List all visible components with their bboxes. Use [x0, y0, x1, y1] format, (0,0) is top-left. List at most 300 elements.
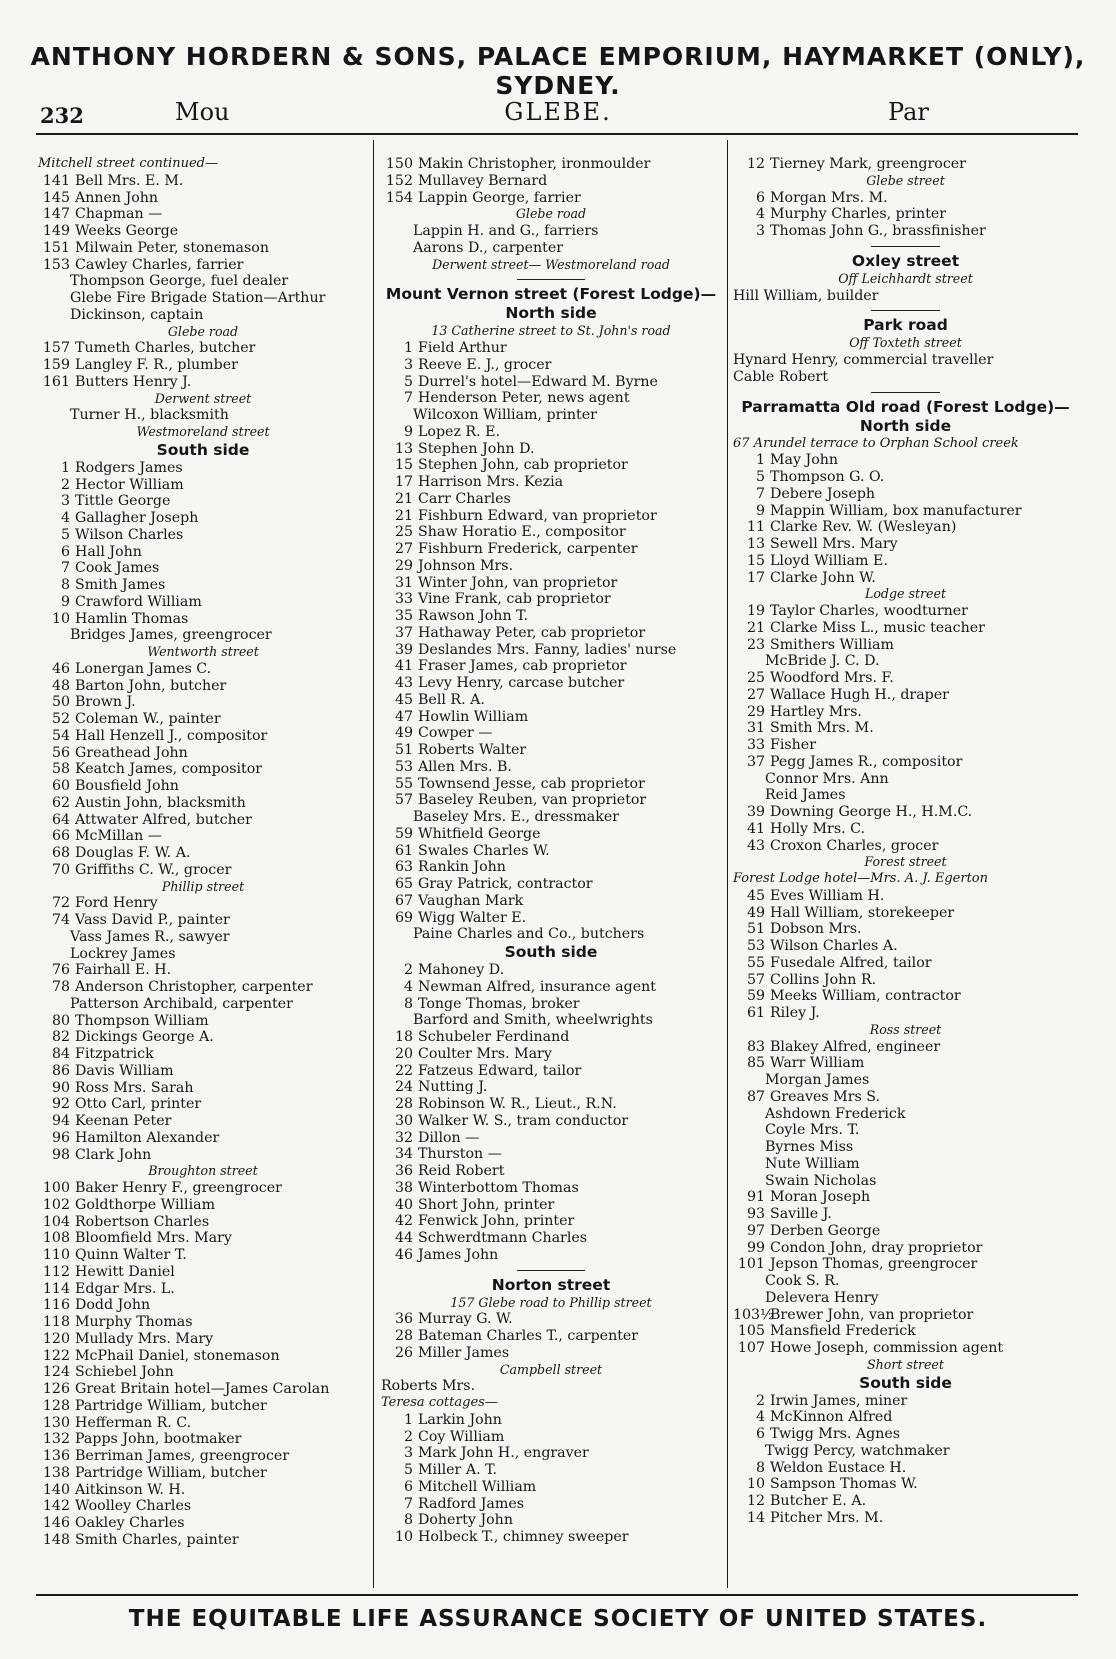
- house-number: 122: [42, 1347, 70, 1364]
- directory-entry: [733, 570, 1078, 587]
- house-number: 4: [755, 1409, 765, 1426]
- directory-entry: [381, 725, 721, 742]
- directory-entry: [733, 536, 1078, 553]
- house-number: 19: [746, 603, 765, 619]
- house-number: 58: [51, 761, 70, 778]
- resident-name: Tierney Mark, greengrocer: [770, 156, 966, 172]
- header-rule: [36, 133, 1078, 135]
- directory-entry: [381, 1247, 721, 1264]
- resident-name: Baseley Reuben, van proprietor: [418, 792, 647, 809]
- resident-name: Stephen John, cab proprietor: [418, 457, 628, 474]
- house-number: 52: [51, 711, 70, 727]
- house-number: 93: [746, 1206, 765, 1222]
- house-number: 5: [60, 526, 70, 543]
- house-number: 13: [394, 440, 413, 457]
- directory-entry: [733, 553, 1078, 570]
- resident-name: Sampson Thomas W.: [770, 1476, 918, 1493]
- directory-entry: [381, 524, 721, 541]
- subheading: Teresa cottages—: [381, 1395, 498, 1410]
- directory-entry: [381, 1311, 721, 1328]
- resident-name: Holbeck T., chimney sweeper: [418, 1529, 629, 1545]
- directory-entry: [38, 460, 368, 477]
- house-number: 61: [746, 1005, 765, 1021]
- directory-entry: [38, 223, 368, 240]
- house-number: 116: [42, 1297, 70, 1314]
- house-number: 51: [394, 742, 413, 758]
- resident-name: Oakley Charles: [75, 1515, 185, 1531]
- directory-entry: [381, 859, 721, 876]
- house-number: 4: [755, 206, 765, 223]
- resident-name: Keatch James, compositor: [75, 761, 263, 778]
- house-number: 145: [42, 189, 70, 206]
- house-number: 56: [51, 744, 70, 761]
- resident-name: Greathead John: [75, 744, 188, 761]
- house-number: 18: [394, 1029, 413, 1045]
- directory-entry: [38, 1331, 368, 1348]
- house-number: 9: [403, 423, 413, 440]
- resident-name: Fenwick John, printer: [418, 1213, 575, 1230]
- house-number: 120: [42, 1330, 70, 1347]
- resident-name: Brown J.: [75, 694, 136, 711]
- bottom-advertisement-banner: THE EQUITABLE LIFE ASSURANCE SOCIETY OF UNITED STATES.: [128, 1606, 988, 1632]
- directory-entry: [381, 962, 721, 979]
- directory-entry: [38, 761, 368, 778]
- directory-column-1: [38, 156, 368, 1549]
- cross-street-label: Derwent street— Westmoreland road: [432, 256, 670, 272]
- resident-name: Saville J.: [770, 1206, 832, 1222]
- house-number: 70: [51, 861, 70, 878]
- directory-entry: Cook S. R.: [765, 1273, 840, 1289]
- resident-name: Mappin William, box manufacturer: [770, 502, 1022, 519]
- house-number: 10: [394, 1529, 413, 1545]
- house-number: 3: [403, 1445, 413, 1462]
- house-number: 6: [755, 1426, 765, 1442]
- house-number: 94: [51, 1113, 70, 1129]
- house-number: 29: [746, 703, 765, 720]
- street-heading: Mount Vernon street (Forest Lodge)—North side: [385, 285, 717, 323]
- house-number: 34: [394, 1146, 413, 1163]
- resident-name: Hefferman R. C.: [75, 1414, 192, 1431]
- house-number: 47: [394, 708, 413, 725]
- directory-entry: [381, 709, 721, 726]
- directory-entry: [733, 1189, 1078, 1206]
- directory-entry: [733, 821, 1078, 838]
- resident-name: Brewer John, van proprietor: [770, 1306, 974, 1323]
- directory-entry: [38, 206, 368, 223]
- directory-entry: [38, 711, 368, 728]
- resident-name: Irwin James, miner: [770, 1392, 908, 1409]
- resident-name: Thomas John G., brassfinisher: [770, 223, 986, 239]
- house-number: 97: [746, 1222, 765, 1239]
- range-end-guide-word: Par: [888, 98, 929, 126]
- resident-name: Holly Mrs. C.: [770, 820, 865, 837]
- house-number: 17: [746, 569, 765, 586]
- house-number: 51: [746, 921, 765, 938]
- directory-entry: [38, 1180, 368, 1197]
- directory-entry: Coyle Mrs. T.: [765, 1122, 860, 1139]
- house-number: 2: [60, 476, 70, 493]
- resident-name: Dodd John: [75, 1297, 151, 1314]
- section-divider: [381, 1264, 721, 1276]
- house-number: 39: [746, 804, 765, 820]
- resident-name: Hamlin Thomas: [75, 610, 189, 627]
- directory-entry: [381, 474, 721, 491]
- house-number: 10: [746, 1476, 765, 1493]
- directory-entry: [381, 658, 721, 675]
- resident-name: Dillon —: [418, 1129, 480, 1146]
- directory-entry: [38, 560, 368, 577]
- resident-name: Allen Mrs. B.: [418, 758, 512, 775]
- resident-name: Derben George: [770, 1222, 881, 1239]
- directory-entry: [38, 962, 368, 979]
- resident-name: Bell R. A.: [418, 691, 485, 708]
- resident-name: Harrison Mrs. Kezia: [418, 474, 564, 490]
- house-number: 45: [746, 887, 765, 904]
- resident-name: Meeks William, contractor: [770, 988, 961, 1005]
- resident-name: Warr William: [770, 1055, 865, 1072]
- house-number: 26: [394, 1344, 413, 1361]
- house-number: 108: [42, 1230, 70, 1247]
- resident-name: Thompson William: [75, 1012, 209, 1029]
- resident-name: Croxon Charles, grocer: [770, 837, 939, 854]
- house-number: 103½: [733, 1306, 774, 1323]
- resident-name: Bloomfield Mrs. Mary: [75, 1230, 232, 1247]
- directory-entry: [381, 893, 721, 910]
- house-number: 92: [51, 1096, 70, 1113]
- resident-name: Larkin John: [418, 1411, 502, 1428]
- street-heading: Park road: [863, 316, 948, 335]
- directory-entry: [38, 1364, 368, 1381]
- directory-entry: [381, 1163, 721, 1180]
- resident-name: Gallagher Joseph: [75, 510, 199, 526]
- resident-name: Woolley Charles: [75, 1498, 192, 1515]
- resident-name: Taylor Charles, woodturner: [770, 603, 968, 619]
- house-number: 27: [746, 686, 765, 703]
- resident-name: Morgan Mrs. M.: [770, 189, 888, 206]
- resident-name: Field Arthur: [418, 340, 507, 356]
- house-number: 17: [394, 474, 413, 490]
- house-number: 76: [51, 962, 70, 979]
- street-heading: Oxley street: [851, 251, 960, 270]
- resident-name: Moran Joseph: [770, 1189, 871, 1206]
- house-number: 14: [746, 1509, 765, 1526]
- directory-entry: [38, 510, 368, 527]
- directory-entry: [381, 608, 721, 625]
- resident-name: Vine Frank, cab proprietor: [418, 591, 611, 608]
- cross-street-label: Westmoreland street: [136, 424, 270, 439]
- directory-entry: [38, 728, 368, 745]
- section-divider: [733, 386, 1078, 398]
- directory-entry: [38, 795, 368, 812]
- house-number: 46: [394, 1246, 413, 1263]
- resident-name: Coy William: [418, 1428, 505, 1445]
- street-heading: Norton street: [491, 1275, 611, 1294]
- directory-entry: [381, 826, 721, 843]
- directory-entry: [381, 776, 721, 793]
- resident-name: Twigg Mrs. Agnes: [770, 1426, 901, 1442]
- resident-name: Baker Henry F., greengrocer: [75, 1180, 282, 1196]
- house-number: 35: [394, 608, 413, 624]
- house-number: 40: [394, 1196, 413, 1213]
- resident-name: Roberts Walter: [418, 742, 527, 758]
- resident-name: Johnson Mrs.: [418, 557, 514, 574]
- directory-entry: [733, 1039, 1078, 1056]
- directory-entry: [38, 477, 368, 494]
- directory-entry: Thompson George, fuel dealer: [70, 273, 289, 290]
- resident-name: Mullavey Bernard: [418, 172, 548, 189]
- resident-name: Clark John: [75, 1146, 152, 1163]
- directory-entry: [733, 921, 1078, 938]
- resident-name: Smith Charles, painter: [75, 1531, 239, 1548]
- resident-name: Mansfield Frederick: [770, 1323, 916, 1340]
- house-number: 7: [403, 1495, 413, 1512]
- house-number: 28: [394, 1328, 413, 1344]
- directory-entry: [38, 1264, 368, 1281]
- resident-name: Wigg Walter E.: [418, 909, 527, 926]
- house-number: 27: [394, 541, 413, 557]
- house-number: 157: [42, 340, 70, 357]
- resident-name: McPhail Daniel, stonemason: [75, 1347, 280, 1364]
- resident-name: James John: [418, 1246, 499, 1263]
- resident-name: Miller James: [418, 1344, 510, 1361]
- house-number: 12: [746, 1493, 765, 1509]
- directory-entry: [38, 1130, 368, 1147]
- directory-entry: [381, 190, 721, 207]
- house-number: 2: [403, 962, 413, 978]
- resident-name: Smithers William: [770, 636, 894, 653]
- resident-name: Woodford Mrs. F.: [770, 670, 894, 686]
- resident-name: Murphy Thomas: [75, 1314, 193, 1330]
- section-divider: [381, 273, 721, 285]
- resident-name: Fairhall E. H.: [75, 962, 172, 979]
- house-number: 25: [394, 524, 413, 541]
- directory-entry: [38, 1482, 368, 1499]
- directory-entry: [381, 1197, 721, 1214]
- resident-name: Tonge Thomas, broker: [418, 995, 580, 1012]
- directory-entry: [381, 1213, 721, 1230]
- resident-name: Ross Mrs. Sarah: [75, 1079, 194, 1096]
- directory-entry: [733, 888, 1078, 905]
- directory-entry: [381, 1529, 721, 1546]
- directory-entry: [733, 452, 1078, 469]
- directory-entry: [733, 1510, 1078, 1527]
- resident-name: Walker W. S., tram conductor: [418, 1112, 629, 1129]
- resident-name: Partridge William, butcher: [75, 1464, 267, 1481]
- directory-entry: [733, 670, 1078, 687]
- resident-name: Langley F. R., plumber: [75, 357, 238, 373]
- resident-name: Bousfield John: [75, 778, 179, 794]
- section-divider: [733, 240, 1078, 252]
- house-number: 102: [42, 1196, 70, 1213]
- directory-entry: [38, 1348, 368, 1365]
- house-number: 33: [394, 591, 413, 608]
- directory-entry: [381, 1462, 721, 1479]
- resident-name: Winterbottom Thomas: [418, 1179, 579, 1196]
- house-number: 8: [403, 1512, 413, 1529]
- house-number: 63: [394, 859, 413, 876]
- house-number: 104: [42, 1213, 70, 1230]
- resident-name: Shaw Horatio E., compositor: [418, 524, 626, 541]
- resident-name: Collins John R.: [770, 971, 877, 988]
- resident-name: Fatzeus Edward, tailor: [418, 1062, 582, 1079]
- cross-street-label: Forest street: [864, 854, 947, 870]
- house-number: 82: [51, 1029, 70, 1046]
- house-number: 8: [755, 1459, 765, 1476]
- cross-street-label: Ross street: [869, 1021, 942, 1037]
- directory-entry: Vass James R., sawyer: [70, 928, 230, 945]
- directory-entry: [381, 843, 721, 860]
- directory-entry: Patterson Archibald, carpenter: [70, 995, 293, 1012]
- resident-name: Fishburn Edward, van proprietor: [418, 507, 657, 524]
- resident-name: Vass David P., painter: [75, 912, 230, 928]
- directory-entry: [38, 1247, 368, 1264]
- directory-entry: Morgan James: [765, 1072, 870, 1088]
- house-number: 64: [51, 811, 70, 828]
- resident-name: Milwain Peter, stonemason: [75, 239, 269, 256]
- directory-entry: [381, 1230, 721, 1247]
- house-number: 33: [746, 737, 765, 753]
- directory-entry: [38, 1448, 368, 1465]
- directory-entry: Barford and Smith, wheelwrights: [413, 1012, 653, 1029]
- directory-entry: [733, 988, 1078, 1005]
- resident-name: Greaves Mrs S.: [770, 1088, 880, 1105]
- directory-entry: [381, 508, 721, 525]
- directory-entry: [38, 862, 368, 879]
- directory-entry: Paine Charles and Co., butchers: [413, 926, 645, 943]
- house-number: 9: [60, 593, 70, 610]
- directory-entry: [733, 1307, 1078, 1324]
- directory-entry: [381, 742, 721, 759]
- house-number: 21: [746, 619, 765, 636]
- directory-entry: [381, 1345, 721, 1362]
- house-number: 22: [394, 1062, 413, 1079]
- house-number: 128: [42, 1397, 70, 1414]
- house-number: 150: [385, 156, 413, 172]
- resident-name: Rankin John: [418, 859, 506, 876]
- house-number: 159: [42, 357, 70, 373]
- cross-street-label: Glebe road: [167, 323, 239, 339]
- resident-name: Mahoney D.: [418, 962, 505, 978]
- house-number: 132: [42, 1431, 70, 1448]
- resident-name: Otto Carl, printer: [75, 1096, 202, 1113]
- resident-name: Hall John: [75, 543, 142, 560]
- resident-name: Butters Henry J.: [75, 373, 192, 390]
- house-number: 6: [403, 1478, 413, 1495]
- directory-entry: [381, 759, 721, 776]
- resident-name: Hall William, storekeeper: [770, 904, 955, 921]
- house-number: 86: [51, 1062, 70, 1079]
- house-number: 65: [394, 876, 413, 892]
- house-number: 8: [403, 995, 413, 1012]
- directory-entry: [38, 979, 368, 996]
- directory-entry: [381, 541, 721, 558]
- house-number: 9: [755, 502, 765, 519]
- house-number: 13: [746, 536, 765, 552]
- resident-name: Howe Joseph, commission agent: [770, 1340, 1004, 1356]
- directory-entry: [733, 1206, 1078, 1223]
- directory-entry: [381, 173, 721, 190]
- resident-name: Hewitt Daniel: [75, 1263, 175, 1280]
- directory-entry: [381, 374, 721, 391]
- directory-entry: [38, 577, 368, 594]
- directory-entry: Dickinson, captain: [70, 306, 204, 323]
- directory-entry: [381, 1046, 721, 1063]
- house-number: 21: [394, 490, 413, 507]
- house-number: 49: [746, 904, 765, 921]
- directory-entry: [381, 424, 721, 441]
- directory-entry: [733, 637, 1078, 654]
- house-number: 105: [737, 1323, 765, 1340]
- house-number: 4: [60, 510, 70, 526]
- column-divider: [727, 140, 728, 1588]
- resident-name: Wilson Charles: [75, 526, 184, 543]
- directory-entry: Bridges James, greengrocer: [70, 627, 272, 644]
- directory-entry: [38, 357, 368, 374]
- directory-entry: [733, 223, 1078, 240]
- directory-entry: [38, 190, 368, 207]
- resident-name: Fraser James, cab proprietor: [418, 658, 627, 675]
- resident-name: Gray Patrick, contractor: [418, 876, 593, 892]
- house-number: 7: [60, 560, 70, 577]
- directory-entry: [38, 1080, 368, 1097]
- house-number: 4: [403, 978, 413, 995]
- house-number: 151: [42, 239, 70, 256]
- directory-entry: [733, 1426, 1078, 1443]
- cross-street-label: Glebe road: [515, 206, 587, 222]
- house-number: 5: [403, 373, 413, 390]
- directory-entry: [381, 910, 721, 927]
- resident-name: Chapman —: [75, 206, 163, 223]
- directory-entry: [38, 1214, 368, 1231]
- resident-name: Blakey Alfred, engineer: [770, 1038, 941, 1055]
- directory-entry: [381, 441, 721, 458]
- directory-entry: [38, 1281, 368, 1298]
- subheading: 67 Arundel terrace to Orphan School creek: [733, 435, 1019, 451]
- house-number: 1: [403, 340, 413, 356]
- house-number: 20: [394, 1045, 413, 1062]
- directory-entry: [38, 374, 368, 391]
- directory-entry: [733, 603, 1078, 620]
- directory-entry: [381, 1429, 721, 1446]
- resident-name: Hamilton Alexander: [75, 1129, 220, 1146]
- resident-name: Riley J.: [770, 1005, 820, 1021]
- house-number: 154: [385, 189, 413, 206]
- directory-entry: [381, 491, 721, 508]
- house-number: 84: [51, 1046, 70, 1062]
- directory-entry: [38, 257, 368, 274]
- resident-name: Radford James: [418, 1495, 524, 1512]
- house-number: 69: [394, 909, 413, 926]
- resident-name: Makin Christopher, ironmoulder: [418, 156, 651, 172]
- directory-column-3: [733, 156, 1078, 1527]
- resident-name: Swales Charles W.: [418, 842, 550, 859]
- directory-entry: [38, 1465, 368, 1482]
- house-number: 53: [746, 938, 765, 954]
- resident-name: Hathaway Peter, cab proprietor: [418, 624, 646, 641]
- cross-street-label: Lodge street: [864, 586, 947, 602]
- directory-entry: [38, 173, 368, 190]
- directory-entry: [381, 558, 721, 575]
- directory-entry: [381, 1130, 721, 1147]
- directory-entry: Lockrey James: [70, 945, 176, 962]
- house-number: 37: [746, 753, 765, 770]
- directory-entry: [38, 544, 368, 561]
- subheading: Mitchell street continued—: [38, 156, 218, 171]
- resident-name: Weeks George: [75, 223, 179, 239]
- house-number: 62: [51, 794, 70, 811]
- house-number: 15: [746, 552, 765, 569]
- directory-entry: [38, 1297, 368, 1314]
